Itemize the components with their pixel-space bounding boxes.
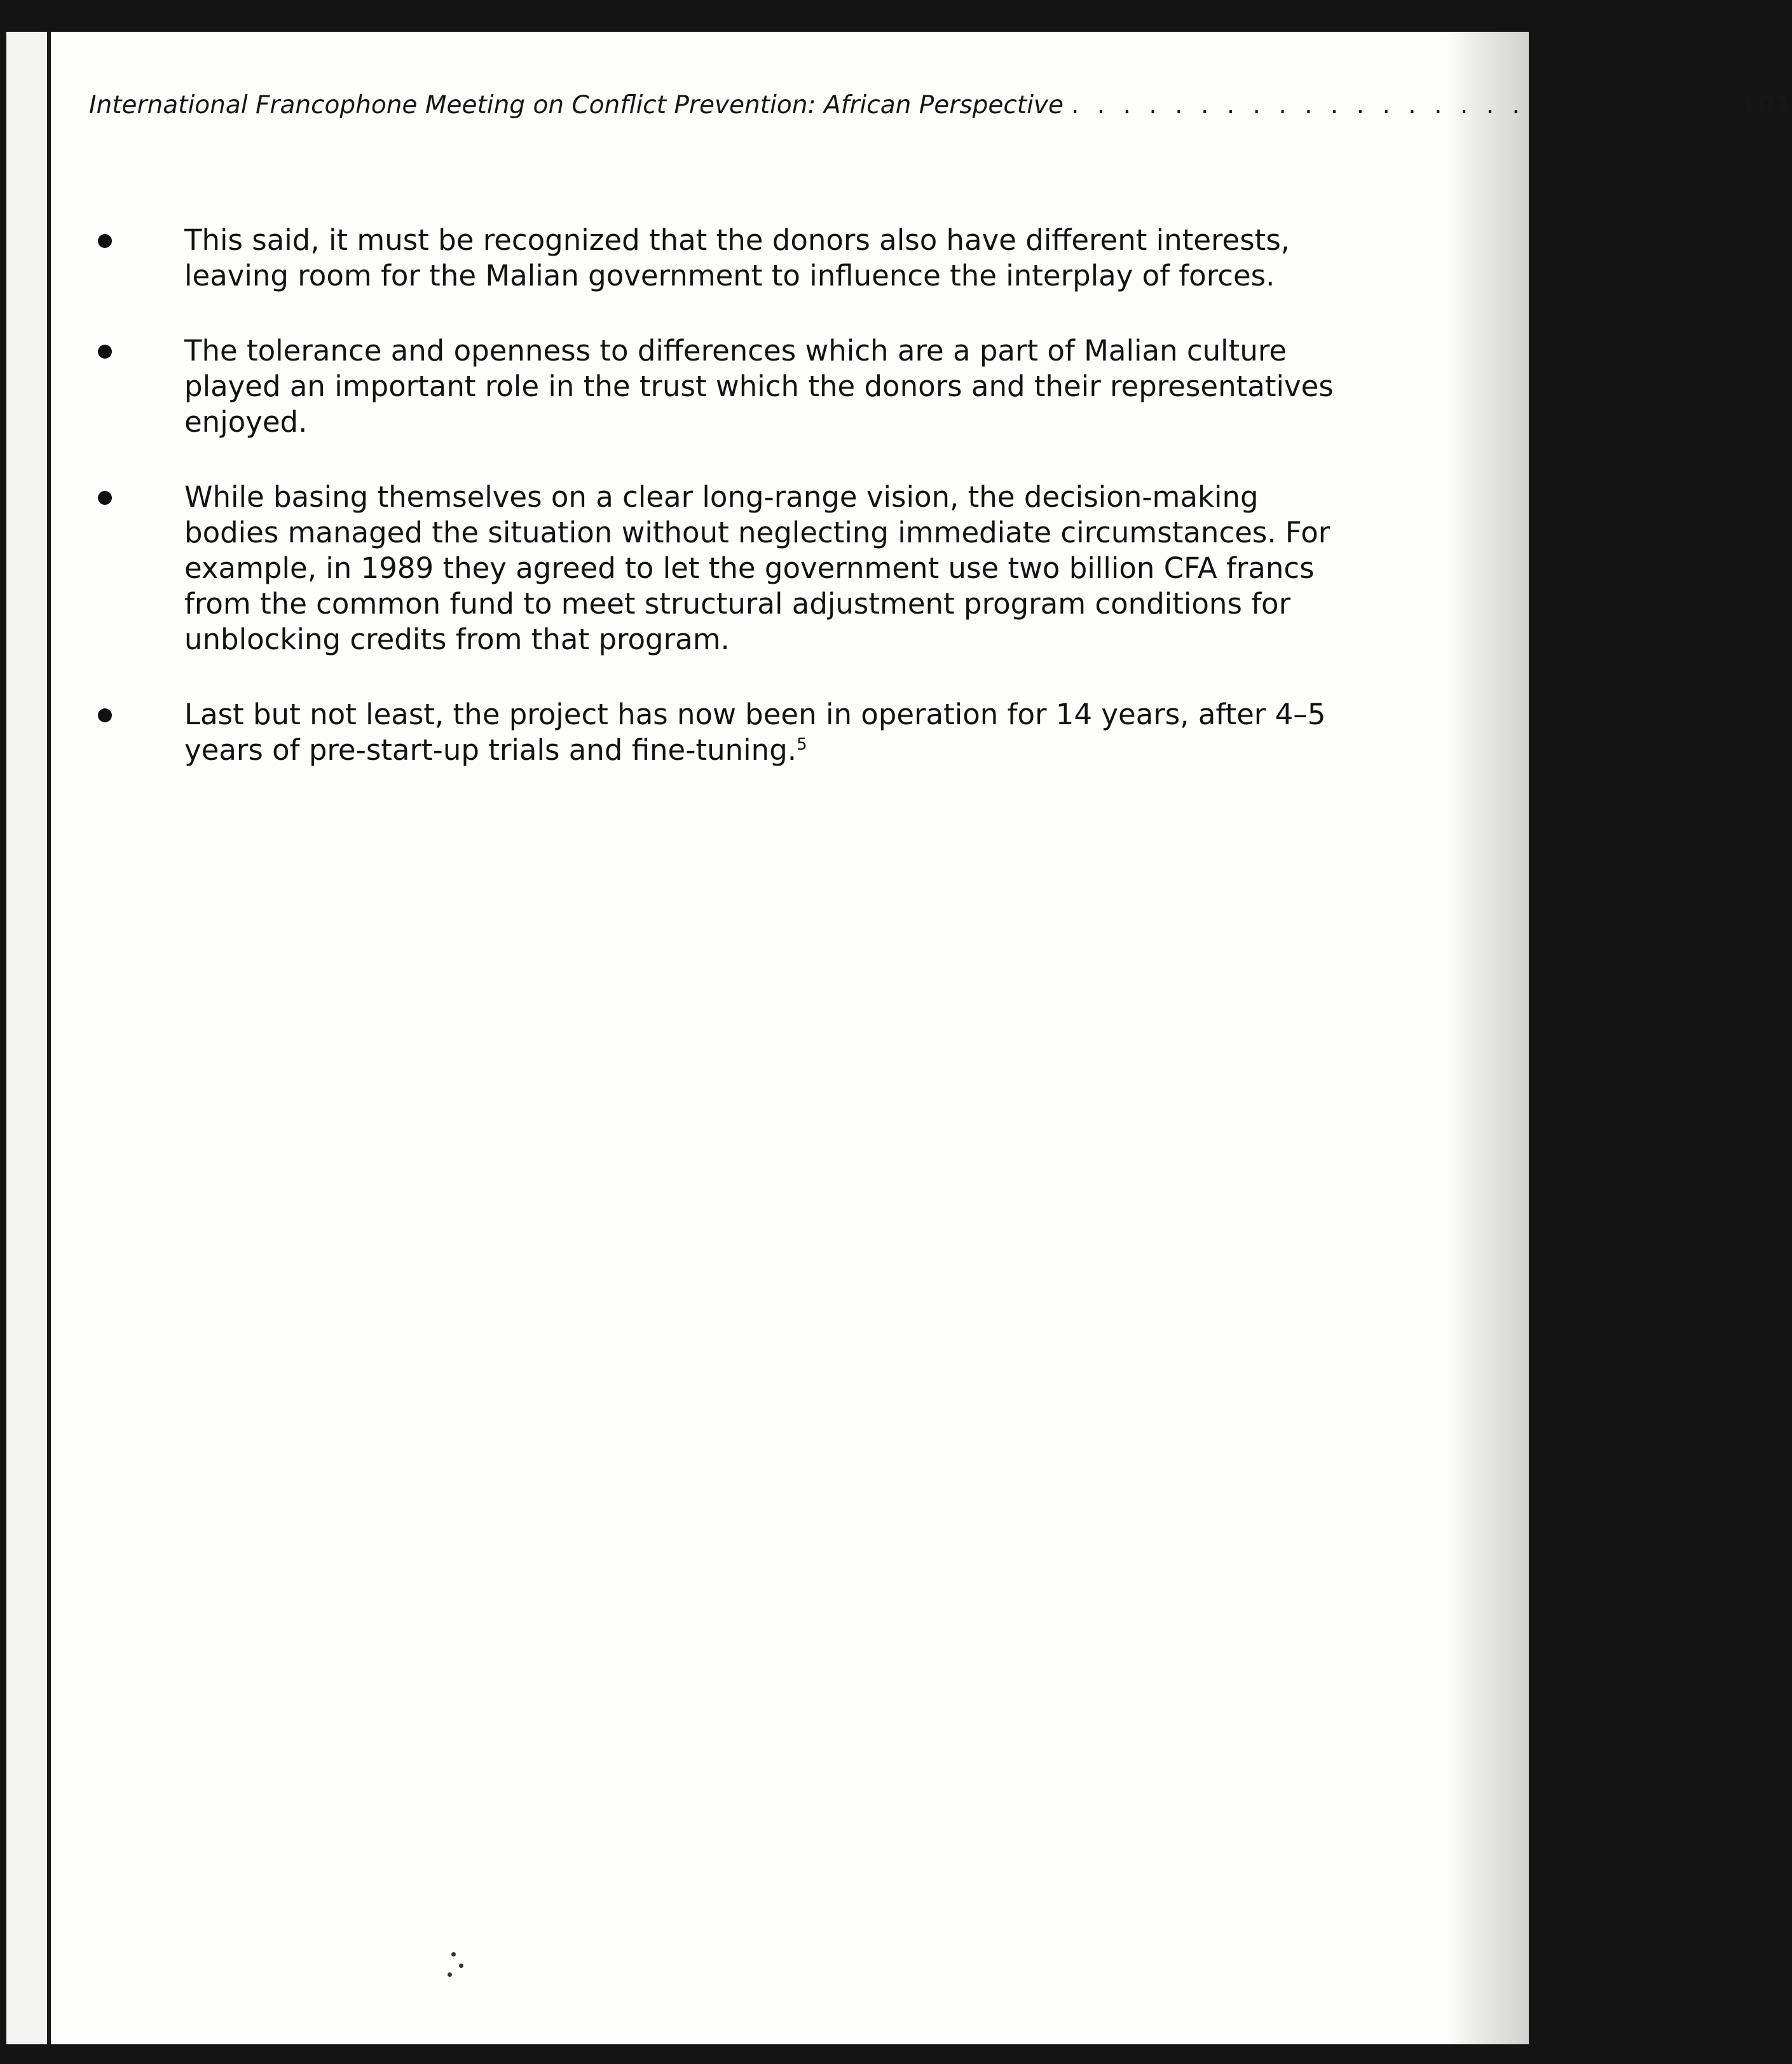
- dot-leader: . . . . . . . . . . . . . . . . . . . . . . . . . .: [1070, 91, 1733, 120]
- book-page: [6, 32, 1792, 2044]
- bullet-dot-icon: [98, 234, 112, 248]
- page-fore-edge: [1446, 32, 1529, 2044]
- bullet-text-body: Last but not least, the project has now been in operation for 14 years, after 4–5 years of pre-start-up trials and fine-tuning.: [184, 698, 1326, 767]
- bullet-item: [95, 479, 1341, 657]
- bullet-text: The tolerance and openness to differences which are a part of Malian culture played an important role in the trust which the donors and their representatives enjoyed.: [184, 334, 1334, 439]
- bullet-text: [184, 697, 1341, 768]
- bullet-text: This said, it must be recognized that the donors also have different interests, leaving room for the Malian government to influence the interplay of forces.: [184, 223, 1290, 292]
- bullet-text: While basing themselves on a clear long-range vision, the decision-making bodies managed the situation without neglecting immediate circumstances. For example, in 1989 they agreed to let the government use two billion CFA francs from the common fund to meet structural adjustment program conditions for unblocking credits from that program.: [184, 480, 1330, 656]
- running-title: International Francophone Meeting on Conflict Prevention: African Perspective: [89, 91, 1064, 120]
- page-spine-border: [6, 32, 51, 2044]
- scan-speck: [459, 1964, 463, 1968]
- bullet-dot-icon: [98, 708, 112, 722]
- running-header: [89, 81, 1792, 120]
- bullet-dot-icon: [98, 345, 112, 359]
- bullet-item: [95, 333, 1341, 440]
- bullet-item: [95, 223, 1341, 294]
- footnote-marker: 5: [797, 735, 807, 754]
- scan-speck: [451, 1952, 456, 1957]
- bullet-list: [95, 223, 1341, 808]
- bullet-dot-icon: [98, 491, 112, 505]
- scan-speck: [448, 1972, 452, 1977]
- page-number: 101: [1740, 91, 1792, 120]
- bullet-item: [95, 697, 1341, 768]
